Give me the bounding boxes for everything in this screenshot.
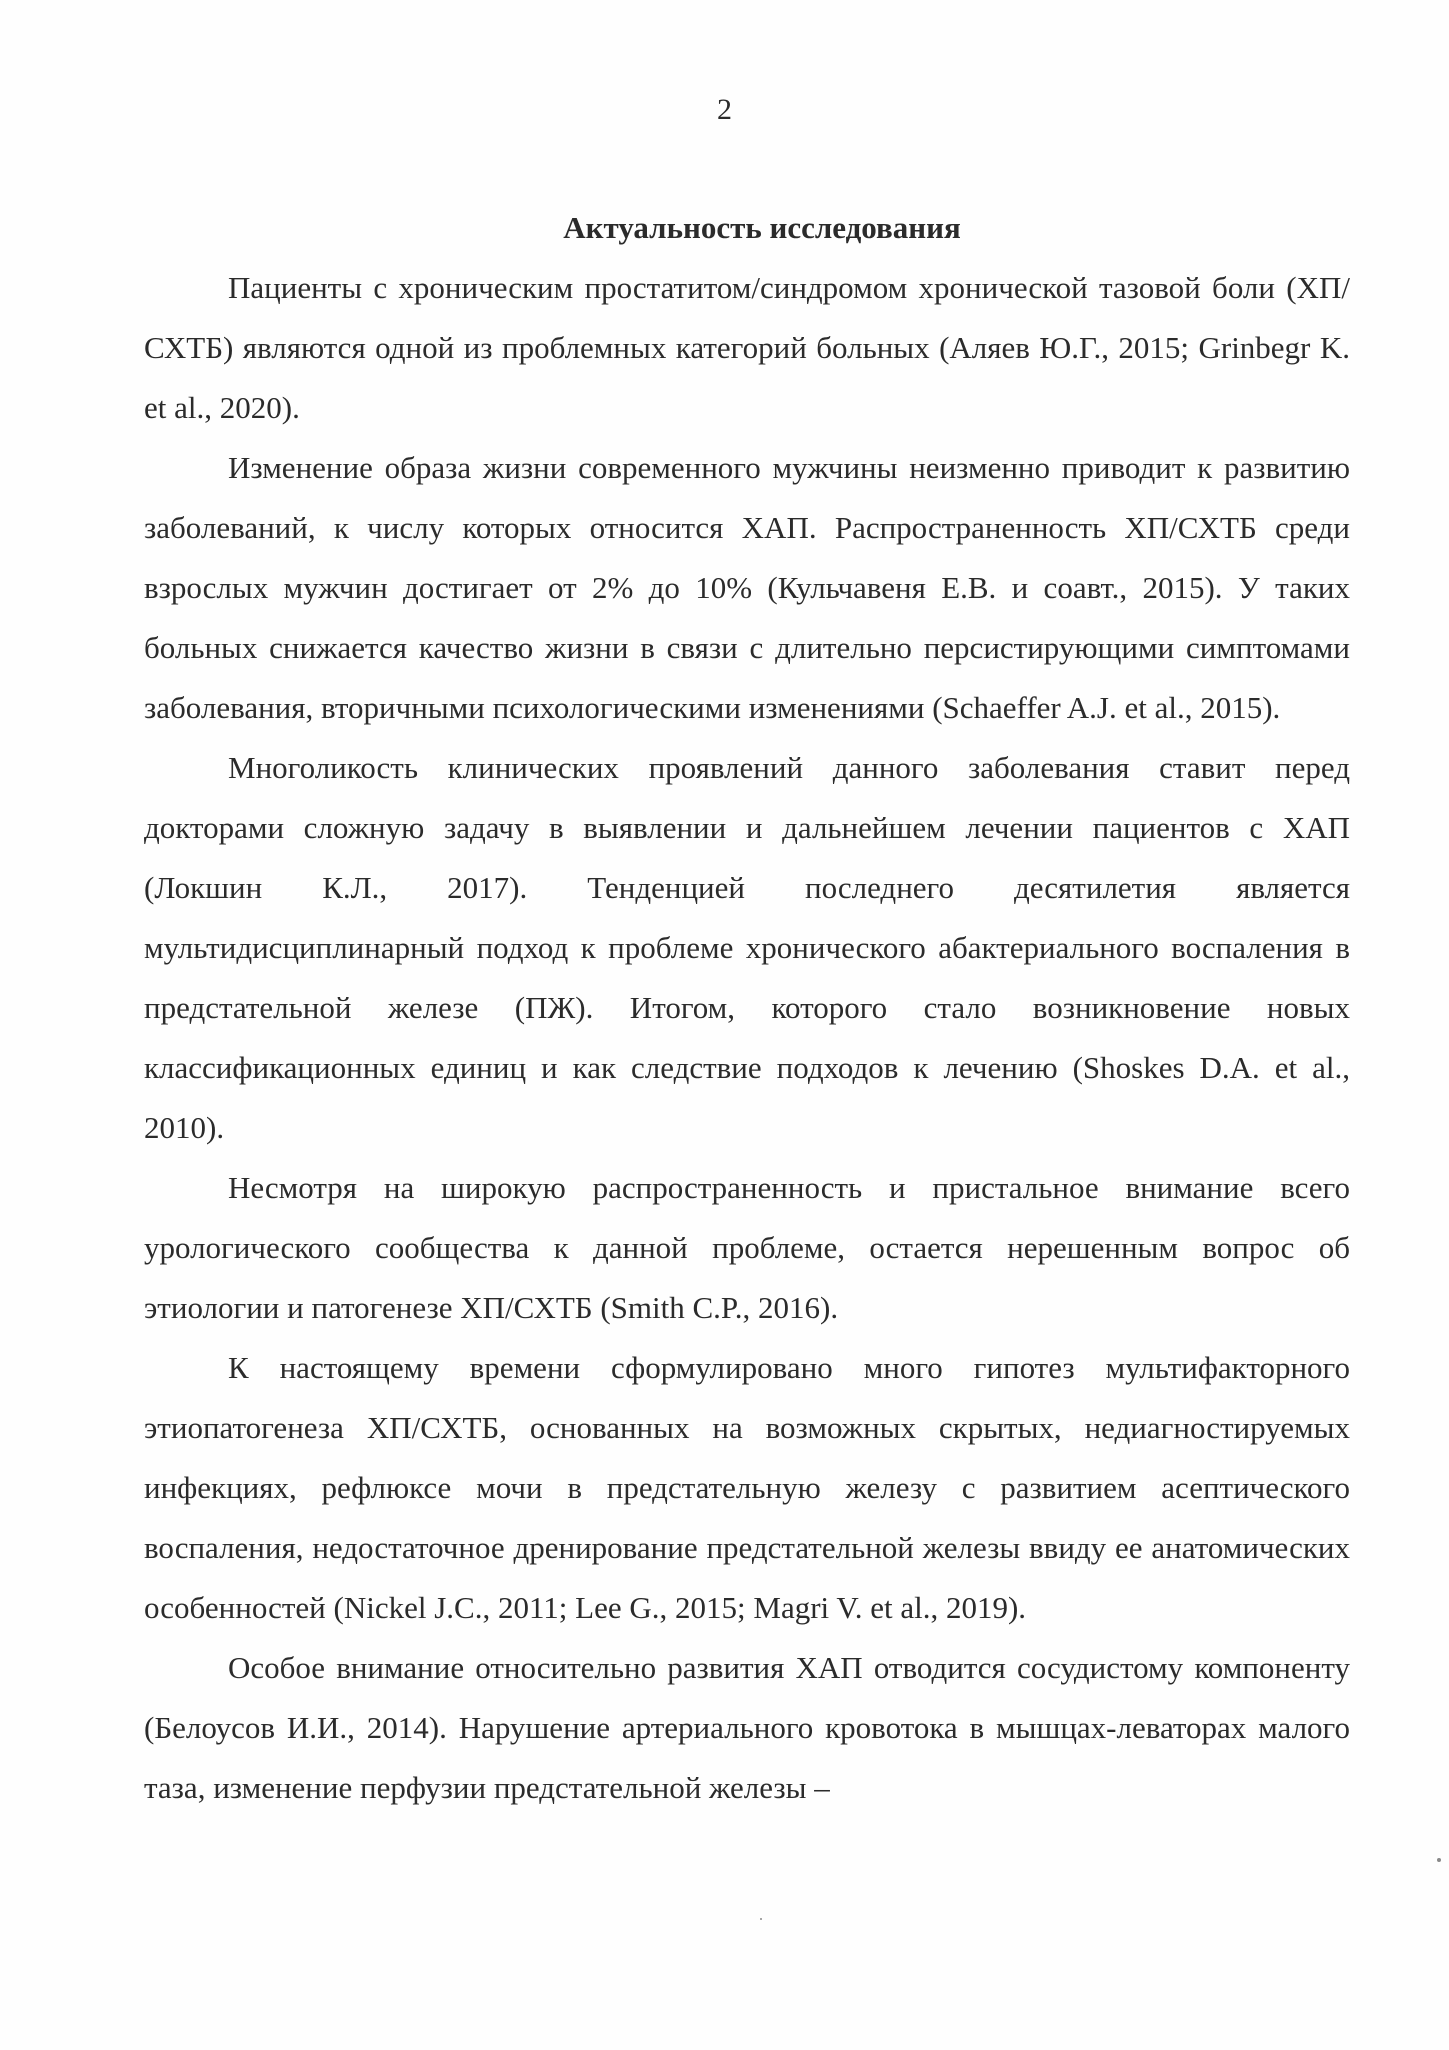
section-heading: Актуальность исследования (563, 210, 961, 245)
paragraph-6: Особое внимание относительно развития ХАП отводится сосудистому компоненту (Белоусов И.И., 2014). Нарушение артериального кровотока в мышцах-леваторах малого таза, изменение перфузии предстательной железы – (144, 1650, 1350, 1805)
paragraph-2: Изменение образа жизни современного мужчины неизменно приводит к развитию заболеваний, к числу которых относится ХАП. Распространенность ХП/СХТБ среди взрослых мужчин достигает от 2% до 10% (Кульчавеня Е.В. и соавт., 2015). У таких больных снижается качество жизни в связи с длительно персистирующими симптомами заболевания, вторичными психологическими изменениями (Schaeffer A.J. et al., 2015). (144, 450, 1350, 725)
document-body (144, 198, 1350, 1818)
page-number: 2 (717, 93, 732, 126)
paragraph-5: К настоящему времени сформулировано много гипотез мультифакторного этиопатогенеза ХП/СХТБ, основанных на возможных скрытых, недиагностируемых инфекциях, рефлюксе мочи в предстательную железу с развитием асептического воспаления, недостаточное дренирование предстательной железы ввиду ее анатомических особенностей (Nickel J.C., 2011; Lee G., 2015; Magri V. et al., 2019). (144, 1350, 1350, 1625)
paragraph-3: Многоликость клинических проявлений данного заболевания ставит перед докторами сложную задачу в выявлении и дальнейшем лечении пациентов с ХАП (Локшин К.Л., 2017). Тенденцией последнего десятилетия является мультидисциплинарный подход к проблеме хронического абактериального воспаления в предстательной железе (ПЖ). Итогом, которого стало возникновение новых классификационных единиц и как следствие подходов к лечению (Shoskes D.A. et al., 2010). (144, 750, 1350, 1145)
paragraph-1: Пациенты с хроническим простатитом/синдромом хронической тазовой боли (ХП/СХТБ) являются одной из проблемных категорий больных (Аляев Ю.Г., 2015; Grinbegr K. et al., 2020). (144, 270, 1350, 425)
scan-speck (1437, 1858, 1441, 1862)
paragraph-4: Несмотря на широкую распространенность и пристальное внимание всего урологического сообщества к данной проблеме, остается нерешенным вопрос об этиологии и патогенезе ХП/СХТБ (Smith C.P., 2016). (144, 1170, 1350, 1325)
scan-speck (760, 1918, 762, 1920)
